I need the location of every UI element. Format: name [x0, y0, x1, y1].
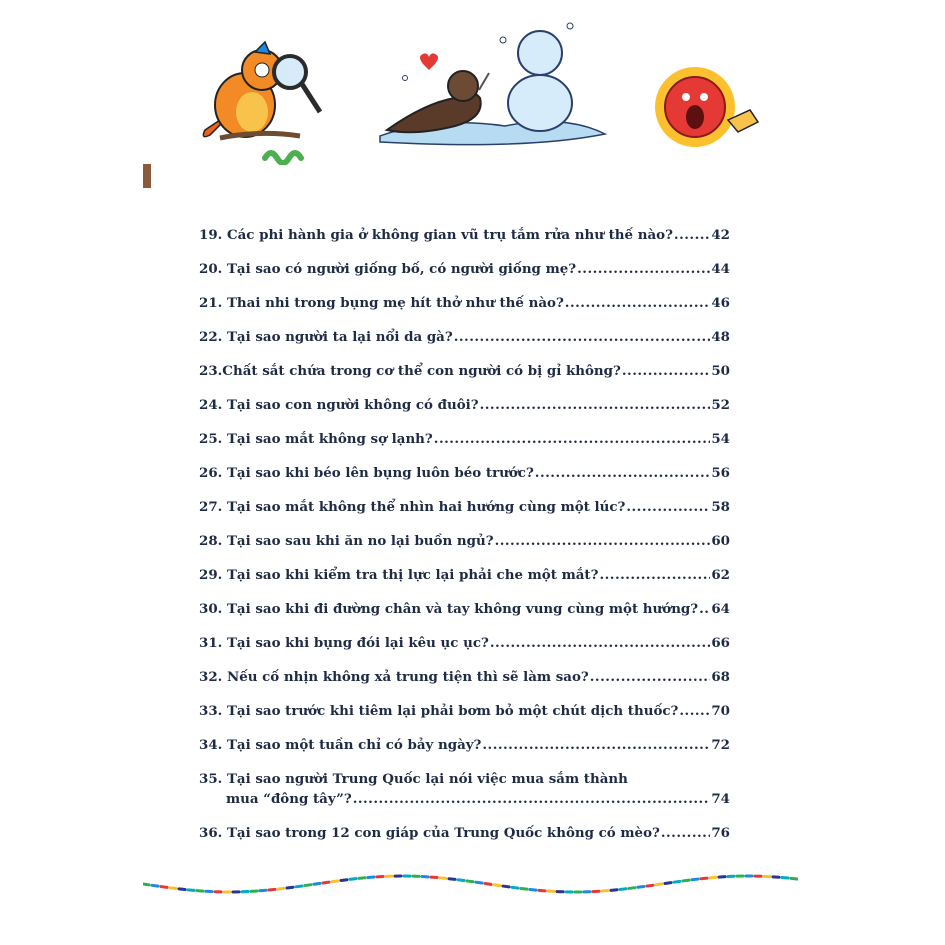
- wave-dash: [629, 888, 635, 889]
- snowman-head: [518, 31, 562, 75]
- toc-entry-title: 34. Tại sao một tuần chỉ có bảy ngày?: [199, 737, 482, 753]
- wave-dash: [530, 889, 536, 890]
- toc-entry-title: 30. Tại sao khi đi đường chân và tay không vung cùng một hướng?: [199, 601, 699, 617]
- worm: [265, 153, 301, 163]
- toc-entry-page: 60: [711, 533, 730, 549]
- snow-bubble: [403, 76, 408, 81]
- toc-entry-title: 31. Tại sao khi bụng đói lại kêu ục ục?: [199, 635, 489, 651]
- toc-entry-title: 19. Các phi hành gia ở không gian vũ trụ tắm rửa như thế nào?: [199, 227, 673, 243]
- toc-leader-dots: [480, 396, 711, 414]
- toc-entry[interactable]: [199, 226, 730, 260]
- sun-eye: [700, 93, 708, 101]
- toc-entry-page: 44: [711, 261, 730, 277]
- toc-entry[interactable]: [199, 702, 730, 736]
- sun-mouth: [686, 105, 704, 129]
- wave-dash: [485, 883, 491, 884]
- toc-leader-dots: [490, 634, 711, 652]
- toc-entry-page: 56: [711, 465, 730, 481]
- toc-entry-page: 76: [711, 825, 730, 841]
- toc-entry[interactable]: [199, 824, 730, 858]
- wave-dash: [710, 877, 716, 878]
- toc-entry-title: 21. Thai nhi trong bụng mẹ hít thở như thế nào?: [199, 295, 564, 311]
- heart-icon: [420, 53, 438, 70]
- crying-sun-illustration: [650, 62, 765, 152]
- wave-dash: [449, 879, 455, 880]
- otter-head: [448, 71, 478, 101]
- wave-dash: [305, 885, 311, 886]
- wave-dash: [350, 879, 356, 880]
- wave-dash: [260, 890, 266, 891]
- toc-entry-page: 64: [711, 601, 730, 617]
- toc-entry[interactable]: [199, 396, 730, 430]
- toc-entry-page: 42: [711, 227, 730, 243]
- toc-leader-dots: [590, 668, 711, 686]
- wave-dash: [467, 881, 473, 882]
- magnifier-lens: [274, 56, 306, 88]
- toc-entry[interactable]: [199, 464, 730, 498]
- toc-leader-dots: [535, 464, 711, 482]
- wave-dash: [791, 878, 797, 879]
- toc-entry-page: 68: [711, 669, 730, 685]
- wave-dash: [782, 878, 788, 879]
- toc-entry-title: 29. Tại sao khi kiểm tra thị lực lại phải che một mắt?: [199, 567, 599, 583]
- toc-entry-title: 32. Nếu cố nhịn không xả trung tiện thì sẽ làm sao?: [199, 669, 589, 685]
- snow-bubble: [500, 37, 506, 43]
- wave-dash: [674, 881, 680, 882]
- wave-dash: [314, 883, 320, 884]
- toc-entry[interactable]: [199, 362, 730, 396]
- toc-entry-page: 58: [711, 499, 730, 515]
- wave-dash: [683, 880, 689, 881]
- table-of-contents: [199, 226, 730, 858]
- toc-entry-page: 46: [711, 295, 730, 311]
- toc-entry[interactable]: [199, 600, 730, 634]
- wave-dash: [440, 878, 446, 879]
- owl-belly: [236, 92, 268, 132]
- toc-entry[interactable]: [199, 430, 730, 464]
- toc-leader-dots: [699, 600, 710, 618]
- toc-entry-title: 25. Tại sao mắt không sợ lạnh?: [199, 431, 433, 447]
- wave-dash: [278, 888, 284, 889]
- wave-dash: [503, 886, 509, 887]
- toc-entry-title: 20. Tại sao có người giống bố, có người giống mẹ?: [199, 261, 577, 277]
- wave-dash: [269, 889, 275, 890]
- decorative-wave-divider: [143, 862, 798, 902]
- owl-with-magnifier-illustration: [200, 40, 330, 165]
- toc-entry-title: 22. Tại sao người ta lại nổi da gà?: [199, 329, 453, 345]
- toc-entry-title: 26. Tại sao khi béo lên bụng luôn béo trước?: [199, 465, 534, 481]
- toc-leader-dots: [661, 824, 711, 842]
- wave-dash: [287, 887, 293, 888]
- toc-entry-page: 48: [711, 329, 730, 345]
- wave-dash: [170, 888, 176, 889]
- wave-dash: [161, 887, 167, 888]
- wave-dash: [341, 880, 347, 881]
- toc-entry-title-cont: mua “đông tây”?: [226, 791, 352, 807]
- owl-eye: [255, 63, 269, 77]
- wave-dash: [611, 890, 617, 891]
- toc-leader-dots: [565, 294, 711, 312]
- toc-leader-dots: [482, 736, 710, 754]
- toc-entry-page: 62: [711, 567, 730, 583]
- toc-entry-line2: [199, 790, 730, 808]
- wave-dash: [179, 889, 185, 890]
- toc-leader-dots: [599, 566, 710, 584]
- magnifier-handle: [302, 84, 320, 112]
- wave-dash: [647, 885, 653, 886]
- toc-entry-page: 54: [711, 431, 730, 447]
- toc-entry[interactable]: [199, 770, 730, 824]
- toc-entry[interactable]: [199, 498, 730, 532]
- wave-dash: [521, 888, 527, 889]
- toc-entry-page: 50: [711, 363, 730, 379]
- toc-entry[interactable]: [199, 736, 730, 770]
- toc-entry-page: 74: [711, 791, 730, 807]
- wave-dash: [701, 878, 707, 879]
- wave-dash: [620, 889, 626, 890]
- snow-bubble: [567, 23, 573, 29]
- toc-entry-page: 66: [711, 635, 730, 651]
- wave-dash: [476, 882, 482, 883]
- wave-dash: [665, 883, 671, 884]
- owl-crest: [255, 42, 270, 54]
- wave-dash: [692, 879, 698, 880]
- wave-dash: [494, 885, 500, 886]
- wave-dash: [323, 882, 329, 883]
- wave-dash: [152, 885, 158, 886]
- toc-leader-dots: [495, 532, 711, 550]
- toc-entry-page: 52: [711, 397, 730, 413]
- toc-entry-title: 27. Tại sao mắt không thể nhìn hai hướng cùng một lúc?: [199, 499, 626, 515]
- wave-dash: [296, 886, 302, 887]
- toc-entry-title: 28. Tại sao sau khi ăn no lại buồn ngủ?: [199, 533, 494, 549]
- toc-entry[interactable]: [199, 634, 730, 668]
- wave-dash: [188, 890, 194, 891]
- wave-dash: [512, 887, 518, 888]
- toc-leader-dots: [353, 790, 711, 808]
- toc-leader-dots: [622, 362, 710, 380]
- toc-leader-dots: [577, 260, 710, 278]
- toc-leader-dots: [674, 226, 710, 244]
- owl-branch: [220, 133, 300, 138]
- toc-leader-dots: [679, 702, 710, 720]
- wave-dash: [359, 878, 365, 879]
- snowman-body: [508, 75, 572, 131]
- otter-and-snowman-illustration: [375, 18, 610, 150]
- page-edge-mark: [143, 164, 151, 188]
- toc-entry[interactable]: [199, 532, 730, 566]
- toc-entry[interactable]: [199, 668, 730, 702]
- toc-entry[interactable]: [199, 260, 730, 294]
- wave-dash: [143, 884, 149, 885]
- carving-tool: [479, 73, 489, 90]
- toc-leader-dots: [626, 498, 710, 516]
- toc-entry-title: 36. Tại sao trong 12 con giáp của Trung Quốc không có mèo?: [199, 825, 660, 841]
- wave-dash: [656, 884, 662, 885]
- toc-entry-page: 72: [711, 737, 730, 753]
- wave-dash: [332, 881, 338, 882]
- toc-leader-dots: [454, 328, 711, 346]
- toc-entry[interactable]: [199, 328, 730, 362]
- toc-entry[interactable]: [199, 566, 730, 600]
- toc-entry-page: 70: [711, 703, 730, 719]
- wave-dash: [458, 880, 464, 881]
- toc-entry[interactable]: [199, 294, 730, 328]
- toc-leader-dots: [434, 430, 711, 448]
- sun-eye: [682, 93, 690, 101]
- wave-dash: [638, 886, 644, 887]
- toc-entry-title: 35. Tại sao người Trung Quốc lại nói việc mua sắm thành: [199, 771, 628, 787]
- toc-entry-title: 23.Chất sắt chứa trong cơ thể con người có bị gỉ không?: [199, 363, 621, 379]
- toc-entry-title: 33. Tại sao trước khi tiêm lại phải bơm bỏ một chút dịch thuốc?: [199, 703, 679, 719]
- toc-entry-title: 24. Tại sao con người không có đuôi?: [199, 397, 479, 413]
